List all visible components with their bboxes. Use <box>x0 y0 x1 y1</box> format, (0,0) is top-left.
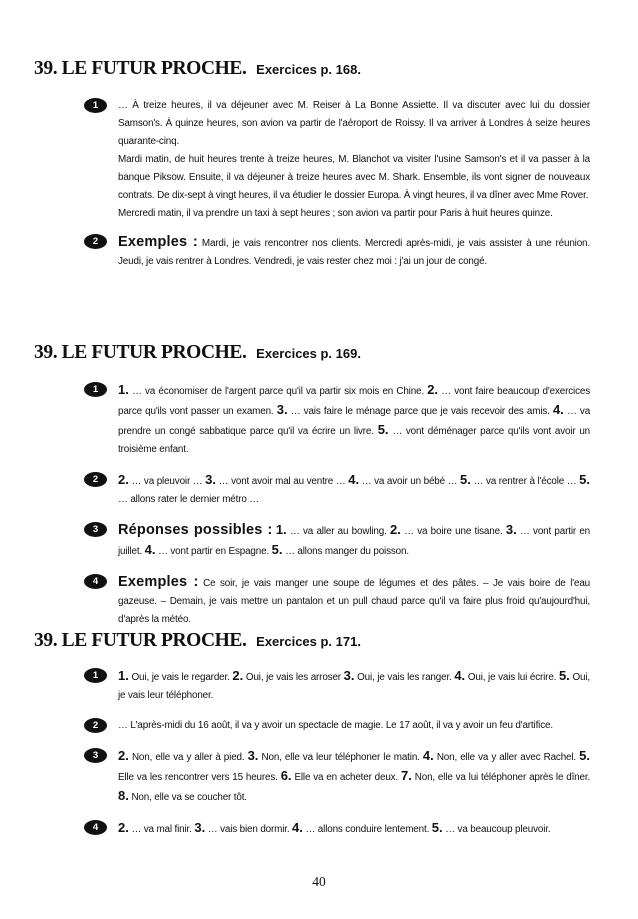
item-text: Non, elle va y aller avec Rachel. <box>436 752 577 763</box>
item-number: 4. <box>422 748 434 763</box>
item-text: … allons conduire lentement. <box>305 824 430 835</box>
item-number: 5. <box>271 542 283 557</box>
exercise-text <box>118 573 590 629</box>
exercise-4 <box>34 819 590 839</box>
item-text: … vais bien dormir. <box>207 824 290 835</box>
item-number: 3. <box>505 522 517 537</box>
item-text: Oui, je vais les arroser <box>245 672 341 683</box>
item-number: 5. <box>579 472 591 487</box>
item-number: 2. <box>232 668 244 683</box>
item-number: 3. <box>343 668 355 683</box>
exercise-2 <box>34 471 590 509</box>
section-subtitle: Exercices p. 171. <box>256 634 361 649</box>
exercise-text <box>118 667 590 705</box>
item-text: Oui, je vais le regarder. <box>131 672 230 683</box>
item-number: 3. <box>276 402 288 417</box>
exercise-paragraph: Mardi matin, de huit heures trente à treize heures, M. Blanchot va visiter l'usine Samson's et il va passer à la banque Piksow. Ensuite, il va déjeuner à treize heures avec M. Shark. Ensemble, ils vont signer de nouveaux contrats. De dix-sept à vingt heures, il va étudier le dossier Europa. À vingt heures, il va dîner avec Mme Rover. <box>118 154 590 201</box>
section-title: 39. LE FUTUR PROCHE. <box>34 58 247 79</box>
item-number: 5. <box>377 422 389 437</box>
item-text: Non, elle va y aller à pied. <box>131 752 245 763</box>
item-number: 3. <box>247 748 259 763</box>
item-number: 3. <box>194 820 206 835</box>
item-text: … vont déménager parce qu'ils vont avoir un troisième enfant. <box>118 426 590 455</box>
exercise-badge: 2 <box>84 718 107 733</box>
item-number: 1. <box>118 382 129 397</box>
exercise-badge: 4 <box>84 574 107 589</box>
exercise-paragraph: Mercredi matin, il va prendre un taxi à sept heures ; son avion va partir pour Paris à huit heures quinze. <box>118 208 553 219</box>
exercise-body: Mardi, je vais rencontrer nos clients. Mercredi après-midi, je vais assister à une réunion. Jeudi, je vais rentrer à Londres. Vendredi, je vais rester chez moi : j'ai un jour de congé. <box>118 238 590 267</box>
item-number: 8. <box>118 788 129 803</box>
item-number: 3. <box>205 472 216 487</box>
item-text: … vont partir en juillet. <box>118 526 591 557</box>
item-text: … vais faire le ménage parce que je vais recevoir des amis. <box>290 406 550 417</box>
item-number: 2. <box>427 382 439 397</box>
item-number: 4. <box>292 820 303 835</box>
exercise-badge: 1 <box>84 98 107 113</box>
section-title: 39. LE FUTUR PROCHE. <box>34 342 247 363</box>
item-text: … allons rater le dernier métro … <box>118 494 260 505</box>
exercise-2 <box>34 233 590 271</box>
exercise-lead: Exemples : <box>118 234 198 250</box>
exercise-2 <box>34 717 590 735</box>
exercise-3 <box>34 521 590 561</box>
item-number: 4. <box>454 668 466 683</box>
page-number: 40 <box>312 874 326 889</box>
item-text: Oui, je vais les ranger. <box>357 672 452 683</box>
exercise-text <box>118 747 590 807</box>
exercise-1 <box>34 667 590 705</box>
section-heading <box>34 56 594 81</box>
item-number: 2. <box>390 522 401 537</box>
exercise-text <box>118 233 590 271</box>
item-text: … allons manger du poisson. <box>285 546 409 557</box>
exercise-badge: 4 <box>84 820 107 835</box>
item-text: … va boire une tisane. <box>404 526 503 537</box>
item-number: 1. <box>118 668 129 683</box>
section-heading <box>34 628 594 653</box>
item-number: 5. <box>579 748 590 763</box>
item-text: Oui, je vais lui écrire. <box>467 672 557 683</box>
item-text: Non, elle va leur téléphoner le matin. <box>261 752 420 763</box>
exercise-3 <box>34 747 590 807</box>
section-subtitle: Exercices p. 168. <box>256 62 361 77</box>
section-subtitle: Exercices p. 169. <box>256 346 361 361</box>
item-number: 4. <box>348 472 360 487</box>
item-text: Elle va en acheter deux. <box>294 772 399 783</box>
section-p169 <box>34 340 594 629</box>
item-text: … va aller au bowling. <box>289 526 387 537</box>
exercise-badge: 3 <box>84 522 107 537</box>
item-number: 5. <box>460 472 471 487</box>
exercise-paragraph: … À treize heures, il va déjeuner avec M. Reiser à La Bonne Assiette. Il va discuter avec lui du dossier Samson's. À quinze heures, son avion va partir de l'aéroport de Roissy. Il va arriver à Londres à seize heures quarante-cinq. <box>118 100 590 147</box>
exercise-4 <box>34 573 590 629</box>
item-text: Elle va les rencontrer vers 15 heures. <box>118 772 278 783</box>
exercise-1 <box>34 97 590 223</box>
item-number: 6. <box>280 768 292 783</box>
item-number: 5. <box>558 668 570 683</box>
exercise-text <box>118 819 590 839</box>
section-title: 39. LE FUTUR PROCHE. <box>34 630 247 651</box>
exercise-text <box>118 471 590 509</box>
item-number: 2. <box>118 748 129 763</box>
item-number: 1. <box>275 522 287 537</box>
item-number: 2. <box>118 472 129 487</box>
item-text: … va avoir un bébé … <box>361 476 458 487</box>
exercise-lead: Réponses possibles : <box>118 522 273 538</box>
item-number: 5. <box>431 820 443 835</box>
exercise-badge: 1 <box>84 382 107 397</box>
section-heading <box>34 340 594 365</box>
section-p171 <box>34 628 594 839</box>
item-text: … vont faire beaucoup d'exercices parce qu'ils vont passer un examen. <box>118 386 590 417</box>
exercise-badge: 2 <box>84 234 107 249</box>
section-p168 <box>34 56 594 271</box>
item-text: Oui, je vais leur téléphoner. <box>118 672 590 701</box>
exercise-text <box>118 521 590 561</box>
item-number: 7. <box>401 768 412 783</box>
item-text: … va pleuvoir … <box>131 476 203 487</box>
exercise-text <box>118 381 590 459</box>
item-text: … vont avoir mal au ventre … <box>218 476 346 487</box>
exercise-badge: 3 <box>84 748 107 763</box>
item-text: … va mal finir. <box>131 824 192 835</box>
item-text: Non, elle va se coucher tôt. <box>131 792 247 803</box>
exercise-text: … L'après-midi du 16 août, il va y avoir un spectacle de magie. Le 17 août, il va y avoir un feu d'artifice. <box>118 720 553 731</box>
item-number: 4. <box>144 542 156 557</box>
exercise-badge: 1 <box>84 668 107 683</box>
item-text: Non, elle va lui téléphoner après le dîner. <box>414 772 591 783</box>
exercise-lead: Exemples : <box>118 574 199 590</box>
item-text: … va économiser de l'argent parce qu'il va partir six mois en Chine. <box>132 386 424 397</box>
item-text: … va rentrer à l'école … <box>473 476 577 487</box>
item-text: … va beaucoup pleuvoir. <box>445 824 551 835</box>
exercise-body: Ce soir, je vais manger une soupe de légumes et des pâtes. – Je vais boire de l'eau gazeuse. – Demain, je vais mettre un pantalon et un pull chaud parce qu'il va faire plus froid qu'aujourd'hui, d'après la météo. <box>118 578 591 625</box>
exercise-1 <box>34 381 590 459</box>
item-number: 4. <box>552 402 564 417</box>
exercise-badge: 2 <box>84 472 107 487</box>
item-text: … va prendre un congé sabbatique parce qu'il va écrire un livre. <box>118 406 591 437</box>
item-text: … vont partir en Espagne. <box>158 546 270 557</box>
item-number: 2. <box>118 820 129 835</box>
